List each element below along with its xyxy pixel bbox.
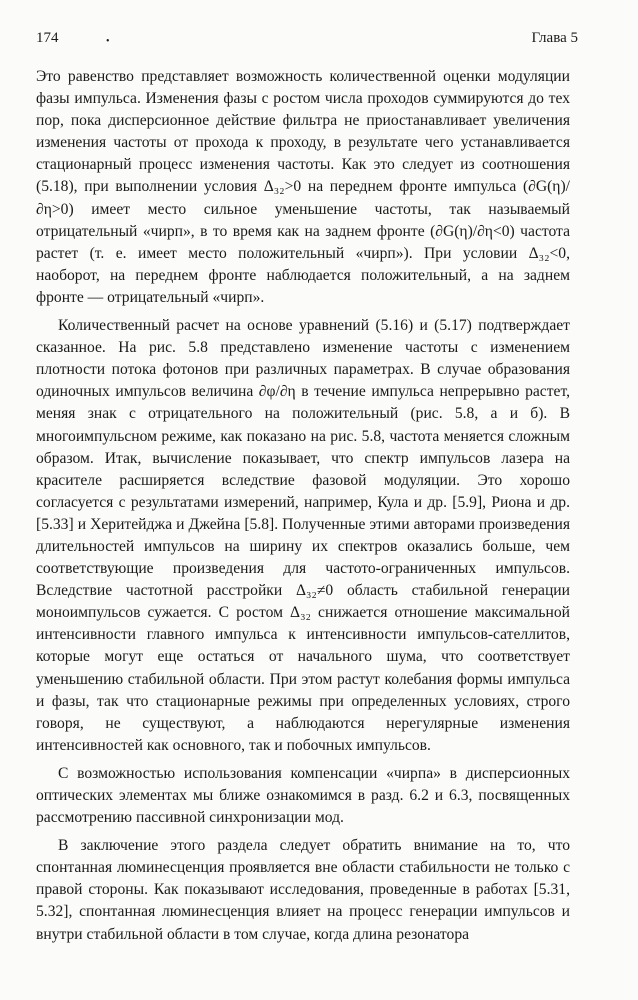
paragraph-calculation: Количественный расчет на основе уравнений (5.16) и (5.17) подтверждает сказанное. На рис. 5.8 представлено изменение частоты с изменением плотности потока фотонов при различных параметрах. В случае образования одиночных импульсов величина ∂φ/∂η в течение импульса непрерывно растет, меняя знак с отрицательного на положительный (рис. 5.8, а и б). В многоимпульсном режиме, как показано на рис. 5.8, частота меняется сложным образом. Итак, вычисление показывает, что спектр импульсов лазера на красителе расширяется вследствие фазовой модуляции. Это хорошо согласуется с результатами измерений, например, Кула и др. [5.9], Риона и др. [5.33] и Херитейджа и Джейна [5.8]. Полученные этими авторами произведения длительностей импульсов на ширину их спектров оказались больше, чем соответствующие произведения для частото-ограниченных импульсов. Вследствие частотной расстройки Δ₃₂≠0 область стабильной генерации моноимпульсов сужается. С ростом Δ₃₂ снижается отношение максимальной интенсивности главного импульса к интенсивности импульсов-сателлитов, которые могут еще остаться от начального шума, что соответствует уменьшению стабильной области. При этом растут колебания формы импульса и фазы, так что стационарные режимы при определенных условиях, строго говоря, не существуют, а наблюдаются нерегулярные изменения интенсивностей как основного, так и побочных импульсов. bbox=[36, 317, 570, 754]
running-header bbox=[36, 30, 578, 54]
header-dot: • bbox=[106, 36, 110, 47]
paragraph-conclusion: В заключение этого раздела следует обратить внимание на то, что спонтанная люминесценция проявляется вне области стабильности не только с правой стороны. Как показывают исследования, проведенные в работах [5.31, 5.32], спонтанная люминесценция влияет на процесс генерации импульсов и внутри стабильной области в том случае, когда длина резонатора bbox=[36, 837, 570, 943]
paragraph-chirp-compensation: С возможностью использования компенсации «чирпа» в дисперсионных оптических элементах мы ближе ознакомимся в разд. 6.2 и 6.3, посвященных рассмотрению пассивной синхронизации мод. bbox=[36, 764, 570, 827]
page-number: 174 bbox=[36, 30, 59, 46]
chapter-title: Глава 5 bbox=[531, 30, 578, 46]
body-text bbox=[36, 66, 570, 952]
paragraph-phase-modulation: Это равенство представляет возможность количественной оценки модуляции фазы импульса. Изменения фазы с ростом числа проходов суммируются до тех пор, пока дисперсионное действие фильтра не приостанавливает увеличения изменения частоты от прохода к проходу, в результате чего устанавливается стационарный процесс изменения частоты. Как это следует из соотношения (5.18), при выполнении условия Δ₃₂>0 на переднем фронте импульса (∂G(η)/∂η>0) имеет место сильное уменьшение частоты, так называемый отрицательный «чирп», в то время как на заднем фронте (∂G(η)/∂η<0) частота растет (т. е. имеет место положительный «чирп»). При условии Δ₃₂<0, наоборот, на переднем фронте наблюдается положительный, а на заднем фронте — отрицательный «чирп». bbox=[36, 68, 570, 306]
